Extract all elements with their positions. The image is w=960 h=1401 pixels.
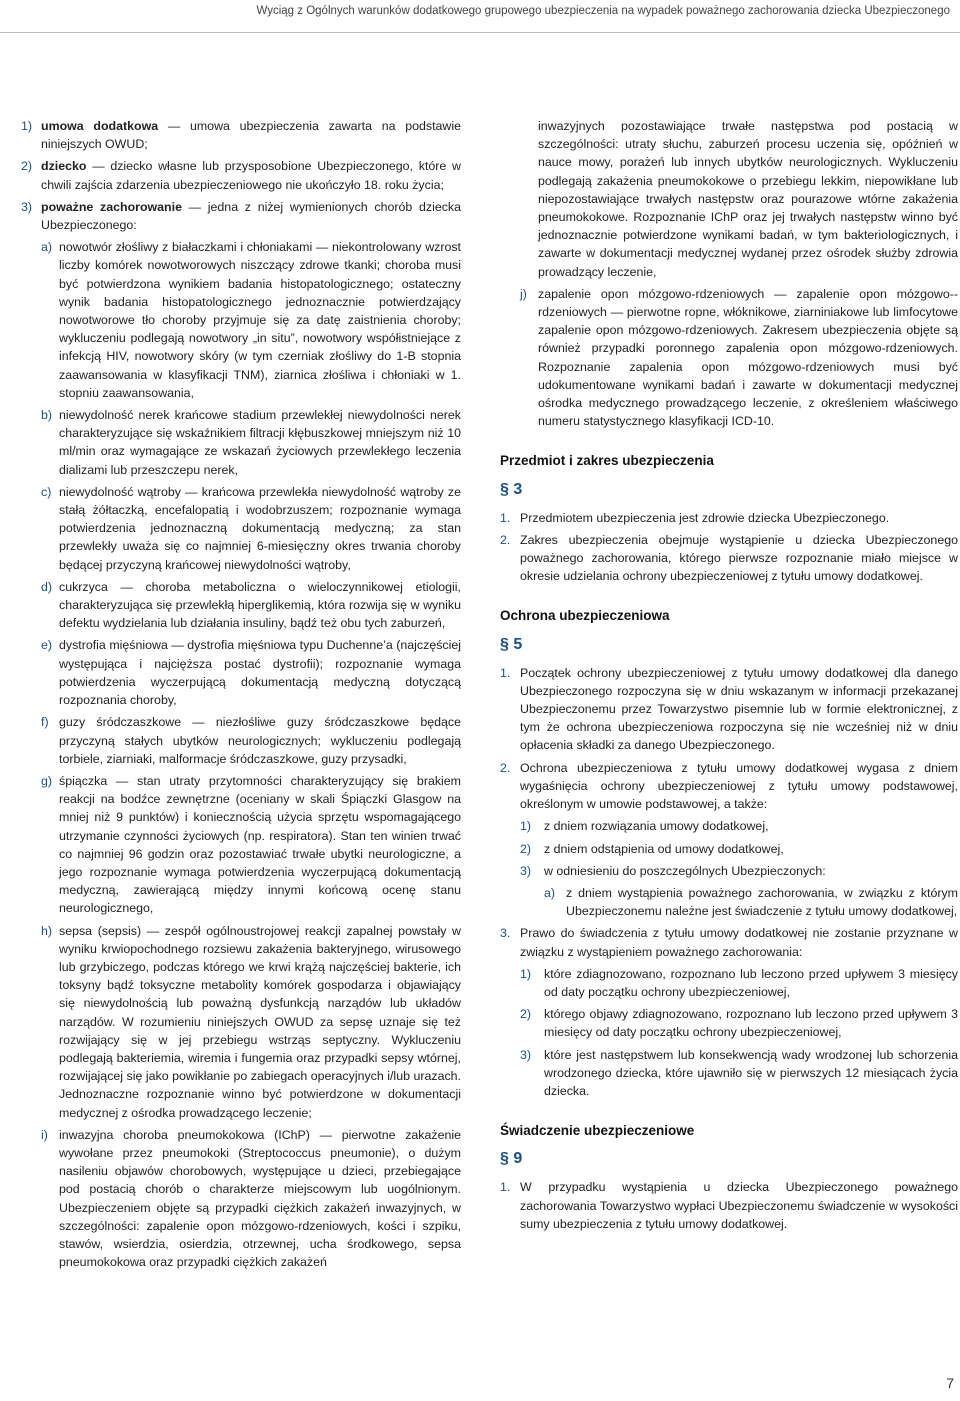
sub-sub-list-item: a) z dniem wystąpienia poważnego zachorowania, w związku z którym Ubezpieczonemu należne jest świadczenie z tytułu umowy dodatkowej, (544, 885, 958, 919)
disease-item: i) inwazyjna choroba pneumokokowa (IChP) — pierwotne zakażenie wywołane przez pneumokoki (Streptococcus pneumonie), o dużym nasileniu objawów chorobowych, występujące u dzieci, przebiegające pod postacią chorób o charakterze miejscowym lub uogólnionym. Ubezpieczeniem objęte są przypadki ciężkich zakażeń inwazyjnych, w szczególności: zapalenie opon mózgowo-rdzeniowych, kości i szpiku, stawów, wsierdzia, osierdzia, otrzewnej, ucha środkowego, sepsa pneumokokowa oraz przypadki ciężkich zakażeń (41, 1127, 461, 1270)
disease-item: d) cukrzyca — choroba metaboliczna o wieloczynnikowej etiologii, charakteryzująca się przewlekłą hiperglikemią, która rozwija się w wyniku defektu wydzielania lub działania insuliny, bądź też obu tych zaburzeń, (41, 579, 461, 631)
page-header (0, 0, 960, 33)
section-title: Przedmiot i zakres ubezpieczenia (500, 453, 714, 469)
left-column (21, 117, 461, 1275)
list-item: 1. Przedmiotem ubezpieczenia jest zdrowie dziecka Ubezpieczonego. (500, 510, 890, 525)
sub-list-item: 2) z dniem odstąpienia od umowy dodatkowej, (520, 841, 784, 856)
section-title: Świadczenie ubezpieczeniowe (500, 1123, 695, 1139)
section-title: Ochrona ubezpieczeniowa (500, 608, 670, 624)
disease-item: a) nowotwór złośliwy z białaczkami i chłoniakami — niekontrolowany wzrost liczby komórek nowotworowych niszczący zdrowe tkanki; choroba musi być potwierdzona wynikiem badania histopatologicznego; ostateczny wynik badania histopatologicznego jednoznacznie potwierdzający nowotworowe tło choroby przyjmuje się za datę zaistnienia choroby; wykluczeniu podlegają nowotwory „in situ”, nowotwory współistniejące z infekcją HIV, nowotwory skóry (w tym czerniak złośliwy do 1-B stopnia zaawansowania w klasyfikacji TNM), ziarnica złośliwa i chłoniaki w 1. stopniu zaawansowania, (41, 240, 461, 400)
disease-item: c) niewydolność wątroby — krańcowa przewlekła niewydolność wątroby ze stałą żółtaczką, encefalopatią i wodobrzuszem; rozpoznanie wymaga potwierdzenia jednoznaczną dokumentacją medyczną; za stan przewlekły uważa się co najmniej 6-miesięczny okres trwania choroby będącej przyczyną krańcowej niewydolności wątroby, (41, 484, 461, 572)
sub-list-item: 2) którego objawy zdiagnozowano, rozpoznano lub leczono przed upływem 3 miesięcy od daty początku ochrony ubezpieczeniowej, (520, 1007, 958, 1040)
right-column (500, 117, 958, 1237)
sub-list-item: 1) z dniem rozwiązania umowy dodatkowej, (520, 819, 769, 834)
list-item: 2. Ochrona ubezpieczeniowa z tytułu umowy dodatkowej wygasa z dniem wygaśnięcia ochrony ubezpieczeniowej z tytułu umowy podstawowej, określonym w umowie podstawowej, a także: (500, 760, 958, 812)
disease-item: j) zapalenie opon mózgowo-rdzeniowych — zapalenie opon mózgowo--rdzeniowych — pierwotne ropne, włóknikowe, ziarniniakowe lub limfocytowe zapalenie opon mózgowo-rdzeniowych. Zakresem ubezpieczenia objęte są również przypadki poronnego zapalenia opon mózgowo-rdzeniowych. Rozpoznanie zapalenia opon mózgowo-rdzeniowych musi być udokumentowane wynikami badań i zawarte w dokumentacji medycznej ośrodka medycznego prowadzącego leczenie, z określeniem właściwego numeru statystycznego klasyfikacji ICD-10. (520, 286, 958, 429)
list-item: 3. Prawo do świadczenia z tytułu umowy dodatkowej nie zostanie przyznane w związku z wystąpieniem poważnego zachorowania: (500, 926, 958, 959)
page-number: 7 (946, 1375, 954, 1391)
definition-item: 2) dziecko — dziecko własne lub przysposobione Ubezpieczonego, które w chwili zajścia zdarzenia ubezpieczeniowego nie ukończyło 18. roku życia; (21, 159, 461, 192)
sub-list-item: 3) które jest następstwem lub konsekwencją wady wrodzonej lub schorzenia wrodzonego dziecka, które ujawniło się w pierwszych 12 miesiącach życia dziecka. (520, 1047, 958, 1098)
disease-item: e) dystrofia mięśniowa — dystrofia mięśniowa typu Duchenne’a (najczęściej występująca i najcięższa postać dystrofii); rozpoznanie wymaga potwierdzenia wyczerpującą dokumentacją medyczną dotyczącą rozpoznania choroby, (41, 638, 461, 708)
list-item: 1. Początek ochrony ubezpieczeniowej z tytułu umowy dodatkowej dla danego Ubezpieczonego rozpoczyna się w dniu wskazanym w informacji przekazanej Ubezpieczonemu przez Towarzystwo pisemnie lub w formie elektronicznej, z tym że ochrona ubezpieczeniowa rozpoczyna się nie wcześniej niż w dniu opłacenia składki za danego Ubezpieczonego. (500, 665, 958, 753)
disease-continuation: inwazyjnych pozostawiające trwałe następstwa pod postacią w szczególności: utraty słuchu, zaburzeń procesu uczenia się, opóźnień w nauce mowy, porażeń lub innych ubytków neurologicznych. Wykluczeniu podlegają zakażenia pneumokokowe o przebiegu lekkim, niepowikłane lub niepozostawiające trwałych następstw oraz pourazowe wtórne zakażenia pneumokokowe. Rozpoznanie IChP oraz jej trwałych następstw winno być jednoznacznie potwierdzone wynikami badań, w tym bakteriologicznych, i zawarte w dokumentacji medycznej wydanej przez ośrodek służby zdrowia prowadzący leczenie, (538, 119, 958, 279)
header-title: Wyciąg z Ogólnych warunków dodatkowego grupowego ubezpieczenia na wypadek poważnego zachorowania dziecka Ubezpieczonego (256, 5, 950, 17)
section-mark: § 9 (500, 1150, 523, 1168)
disease-item: h) sepsa (sepsis) — zespół ogólnoustrojowej reakcji zapalnej powstały w wyniku krwiopochodnego rozsiewu zakażenia bakteryjnego, wirusowego lub grzybiczego, podczas którego we krwi krążą najczęściej bakterie, ich toksyny bądź toksyczne metabolity komórek gospodarza i objawiający się niewydolnością lub poważną dysfunkcją narządów lub układów narządów. W rozumieniu niniejszych OWUD za sepsę uznaje się też rozwijający się w jej przebiegu wstrząs septyczny. Wykluczeniu podlegają bakteriemia, wiremia i fungemia oraz przypadki sepsy wtórnej, rozwijającej się jako powikłanie po zabiegach operacyjnych i/lub urazach. Jednoznaczne rozpoznanie winno być potwierdzone w dokumentacji medycznej z ośrodka prowadzącego leczenie; (41, 923, 461, 1120)
definition-item: 3) poważne zachorowanie — jedna z niżej wymienionych chorób dziecka Ubezpieczonego: (21, 199, 461, 233)
section-mark: § 5 (500, 635, 523, 653)
disease-item: b) niewydolność nerek krańcowe stadium przewlekłej niewydolności nerek charakteryzujące się wskaźnikiem filtracji kłębuszkowej mniejszym niż 10 ml/min oraz wymagające ze wskazań życiowych przewlekłego leczenia dializami lub przeszczepu nerek, (41, 408, 461, 477)
sub-list-item: 1) które zdiagnozowano, rozpoznano lub leczono przed upływem 3 miesięcy od daty początku ochrony ubezpieczeniowej, (520, 966, 958, 999)
list-item: 2. Zakres ubezpieczenia obejmuje wystąpienie u dziecka Ubezpieczonego poważnego zachorowania, którego pierwsze rozpoznanie miało miejsce w okresie udzielania ochrony ubezpieczeniowej z tytułu umowy dodatkowej. (500, 532, 958, 584)
disease-item: g) śpiączka — stan utraty przytomności charakteryzujący się brakiem reakcji na bodźce zewnętrzne (oceniany w skali Śpiączki Glasgow na mniej niż 9 punktów) i koniecznością użycia sprzętu wspomagającego utrzymanie czynności życiowych (np. respiratora). Stan ten winien trwać co najmniej 96 godzin oraz pozostawiać trwałe ubytki neurologiczne, a jego rozpoznanie wymaga potwierdzenia wyczerpującą dokumentacją medyczną, zawierającą między innymi końcową ocenę stanu neurologicznego, (41, 773, 461, 916)
section-mark: § 3 (500, 480, 523, 498)
list-item: 1. W przypadku wystąpienia u dziecka Ubezpieczonego poważnego zachorowania Towarzystwo wypłaci Ubezpieczonemu świadczenie w wysokości sumy ubezpieczenia z tytułu umowy dodatkowej. (500, 1180, 958, 1231)
definition-item: 1) umowa dodatkowa — umowa ubezpieczenia zawarta na podstawie niniejszych OWUD; (21, 119, 461, 152)
disease-item: f) guzy śródczaszkowe — niezłośliwe guzy śródczaszkowe będące przyczyną stałych ubytków neurologicznych; wykluczeniu podlegają torbiele, ziarniaki, malformacje śródczaszkowe, guzy przysadki, (41, 715, 461, 766)
sub-list-item: 3) w odniesieniu do poszczególnych Ubezpieczonych: (520, 863, 826, 878)
